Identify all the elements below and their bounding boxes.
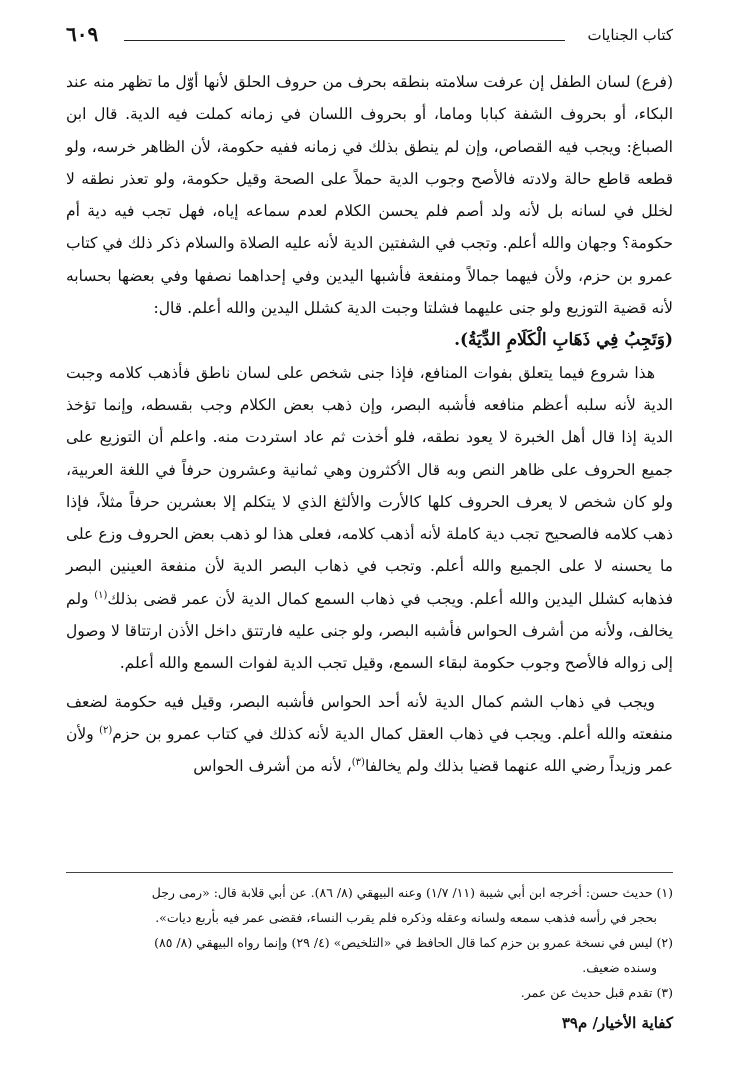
page-signature: كفاية الأخيار/ م٣٩ bbox=[561, 1014, 673, 1032]
paragraph-3-text-cont: ولأن عمر وزيداً رضي الله عنهما قضيا بذلك ولم يخالفا bbox=[66, 724, 673, 776]
paragraph-2 bbox=[66, 357, 673, 680]
footnote-ref-3: (٣) bbox=[351, 757, 365, 769]
paragraph-3-text: ويجب في ذهاب الشم كمال الدية لأنه أحد الحواس فأشبه البصر، وقيل فيه حكومة لضعف منفعته والله أعلم. ويجب في ذهاب العقل كمال الدية لأنه كذلك في كتاب عمرو بن حزم bbox=[66, 692, 673, 743]
paragraph-2-text-cont: ولم يخالف، ولأنه من أشرف الحواس فأشبه البصر، ولو جنى عليه فارتتق داخل الأذن ارتتاقا لا وصول إلى زواله فالأصح وجوب حكومة لبقاء السمع، وقيل تجب الدية لفوات السمع والله أعلم. bbox=[66, 589, 673, 673]
paragraph-1: (فرع) لسان الطفل إن عرفت سلامته بنطقه بحرف من حروف الحلق لأنها أوّل ما تظهر منه عند البكاء، أو بحروف الشفة كبابا وماما، أو بحروف اللسان في زمانه كملت فيه الدية. قال ابن الصباغ: ويجب فيه القصاص، وإن لم ينطق بذلك في زمانه ففيه حكومة، لأن الظاهر خرسه، ولو قطعه قاطع حالة ولادته فالأصح وجوب الدية حملاً على الصحة وقيل حكومة، ولو تعذر نطقه لا لخلل في لسانه بل لأنه ولد أصم فلم يحسن الكلام لعدم سماعه إياه، فهل تجب فيه دية أم حكومة؟ وجهان والله أعلم. وتجب في الشفتين الدية لأنه عليه الصلاة والسلام ذكر ذلك في كتاب عمرو بن حزم، ولأن فيهما جمالاً ومنفعة فأشبها اليدين وفي إحداهما نصفها وفي بعضها بحسابه لأنه قضية التوزيع ولو جنى عليهما فشلتا وجبت الدية كشلل اليدين والله أعلم. قال: bbox=[66, 73, 673, 318]
footnote-1-line-2: بحجر في رأسه فذهب سمعه ولسانه وعقله وذكره فلم يقرب النساء، فقضى عمر فيه بأربع ديات». bbox=[155, 910, 657, 925]
footnote-divider bbox=[66, 872, 673, 873]
main-text bbox=[66, 66, 673, 783]
matn-heading: (وَتَجِبُ فِي ذَهَابِ الْكَلَامِ الدِّيَةُ). bbox=[454, 330, 673, 351]
footnote-ref-2: (٢) bbox=[99, 724, 113, 736]
page-number: ٦٠٩ bbox=[66, 22, 99, 46]
footnote-3: (٣) تقدم قبل حديث عن عمر. bbox=[520, 985, 673, 1000]
footnote-2-line-2: وسنده ضعيف. bbox=[582, 960, 657, 975]
footnote-ref-1: (١) bbox=[94, 589, 108, 601]
header-rule bbox=[124, 40, 565, 41]
footnote-2-line-1: (٢) ليس في نسخة عمرو بن حزم كما قال الحافظ في «التلخيص» (٤/ ٢٩) وإنما رواه البيهقي (٨/ ٨٥) bbox=[154, 935, 673, 950]
paragraph-3-text-end: ، لأنه من أشرف الحواس bbox=[193, 757, 352, 776]
paragraph-3 bbox=[66, 686, 673, 783]
page-header bbox=[66, 22, 673, 54]
running-title: كتاب الجنايات bbox=[587, 26, 673, 44]
paragraph-2-text: هذا شروع فيما يتعلق بفوات المنافع، فإذا جنى شخص على لسان ناطق فأذهب كلامه وجبت الدية لأنه سلبه أعظم منافعه فأشبه البصر، وإن ذهب بعض الكلام وجب بقسطه، وإنما تؤخذ الدية إذا قال أهل الخبرة لا يعود نطقه، فلو أخذت ثم عاد استردت منه. واعلم أن التوزيع على جميع الحروف على ظاهر النص وبه قال الأكثرون وهي ثمانية وعشرون حرفاً في اللغة العربية، ولو كان شخص لا يعرف الحروف كلها كالأرت والألثغ الذي لا يتكلم إلا بعشرين حرفاً مثلاً، فإذا ذهب كلامه فالصحيح تجب دية كاملة لأنه أذهب كلامه، فعلى هذا لو ذهب بعض الحروف وزع على ما يحسنه لا على الجميع والله أعلم. وتجب في ذهاب البصر الدية لأن منفعة العينين البصر فذهابه كشلل اليدين والله أعلم. ويجب في ذهاب السمع كمال الدية لأن عمر قضى بذلك bbox=[66, 363, 673, 608]
footnote-1-line-1: (١) حديث حسن: أخرجه ابن أبي شيبة (١١/ ١/٧) وعنه البيهقي (٨/ ٨٦). عن أبي قلابة قال: «رمى رجل bbox=[151, 885, 673, 900]
footnotes bbox=[66, 880, 673, 1005]
